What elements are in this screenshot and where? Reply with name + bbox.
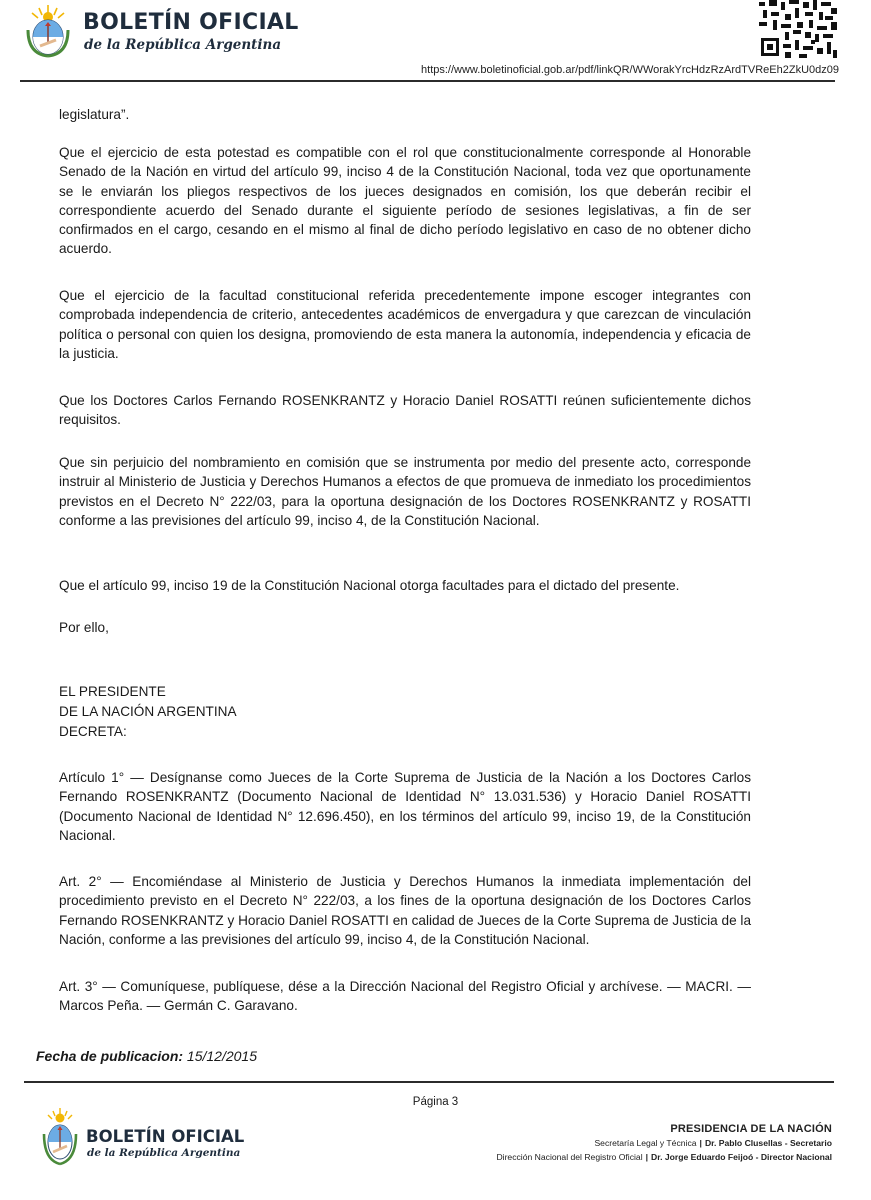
page-number: Página 3 — [412, 1096, 459, 1108]
paragraph: legislatura”. — [59, 107, 130, 122]
coat-of-arms-icon — [38, 1106, 82, 1168]
footer-presidency: PRESIDENCIA DE LA NACIÓN — [670, 1123, 832, 1135]
paragraph: Que el ejercicio de esta potestad es compatible con el rol que constitucionalmente corresponde al Honorable Senado de la Nación en virtud del artículo 99, inciso 4 de la Constitución Nacional, toda vez que oportunamente se le enviarán los pliegos respectivos de los jueces designados en comisión, los que deberán recibir el correspondiente acuerdo del Senado durante el siguiente período de sesiones legislativas, a fin de ser confirmados en el cargo, cesando en el mismo al final de dicho período legislativo en caso de no obtener dicho acuerdo. — [59, 145, 751, 257]
footer-secretaria-line — [594, 1138, 832, 1148]
paragraph: Que los Doctores Carlos Fernando ROSENKRANTZ y Horacio Daniel ROSATTI reúnen suficientemente dichos requisitos. — [59, 393, 751, 428]
decree-heading-line: EL PRESIDENTE — [59, 684, 166, 699]
article-1: Artículo 1° — Desígnanse como Jueces de la Corte Suprema de Justicia de la Nación a los Doctores Carlos Fernando ROSENKRANTZ (Documento Nacional de Identidad N° 13.031.536) y Horacio Daniel ROSATTI (Documento Nacional de Identidad N° 12.696.450), en los términos del artículo 99, inciso 19, de la Constitución Nacional. — [59, 770, 751, 843]
footer-direccion: Dirección Nacional del Registro Oficial — [496, 1152, 643, 1162]
coat-of-arms-icon — [20, 2, 76, 60]
footer-secretaria: Secretaría Legal y Técnica — [594, 1138, 697, 1148]
footer-direccion-line — [496, 1152, 832, 1162]
document-url-link[interactable]: https://www.boletinoficial.gob.ar/pdf/linkQR/WWorakYrcHdzRzArdTVReEh2ZkU0dz09 — [421, 64, 839, 76]
header-divider — [20, 80, 835, 82]
footer-separator: | — [645, 1152, 649, 1162]
footer-separator: | — [699, 1138, 702, 1148]
paragraph: Que sin perjuicio del nombramiento en comisión que se instrumenta por medio del presente acto, corresponde instruir al Ministerio de Justicia y Derechos Humanos a efectos de que promueva de inmediato los procedimientos previstos en el Decreto N° 222/03, para la oportuna designación de los Doctores ROSENKRANTZ y ROSATTI conforme a las previsiones del artículo 99, inciso 4, de la Constitución Nacional. — [59, 455, 751, 528]
masthead-subtitle: de la República Argentina — [84, 37, 282, 53]
footer-masthead-subtitle: de la República Argentina — [87, 1147, 241, 1159]
footer-divider — [24, 1081, 834, 1083]
paragraph: Que el ejercicio de la facultad constitucional referida precedentemente impone escoger integrantes con comprobada independencia de criterio, antecedentes académicos de envergadura y que carezcan de vinculación política o personal con quien los designa, promoviendo de esta manera la autonomía, independencia y eficacia de la justicia. — [59, 288, 751, 361]
qr-code-icon[interactable] — [759, 0, 837, 58]
article-3: Art. 3° — Comuníquese, publíquese, dése a la Dirección Nacional del Registro Oficial y archívese. — MACRI. — Marcos Peña. — Germán C. Garavano. — [59, 979, 751, 1014]
publication-date — [36, 1048, 257, 1064]
footer-director: Dr. Jorge Eduardo Feijoó - Director Nacional — [651, 1152, 832, 1162]
publication-date-label: Fecha de publicacion: — [36, 1048, 184, 1064]
paragraph: Que el artículo 99, inciso 19 de la Constitución Nacional otorga facultades para el dictado del presente. — [59, 578, 680, 593]
footer-secretario: Dr. Pablo Clusellas - Secretario — [704, 1138, 832, 1148]
publication-date-value: 15/12/2015 — [186, 1048, 257, 1064]
decree-heading-line: DE LA NACIÓN ARGENTINA — [59, 704, 237, 719]
decree-heading-line: DECRETA: — [59, 724, 127, 739]
footer-masthead-title: BOLETÍN OFICIAL — [86, 1127, 245, 1146]
paragraph: Por ello, — [59, 620, 109, 635]
article-2: Art. 2° — Encomiéndase al Ministerio de Justicia y Derechos Humanos la inmediata implementación del procedimiento previsto en el Decreto N° 222/03, a los fines de la oportuna designación de los Doctores Carlos Fernando ROSENKRANTZ y Horacio Daniel ROSATTI en calidad de Jueces de la Corte Suprema de Justicia de la Nación, conforme a las previsiones del artículo 99, inciso 4, de la Constitución Nacional. — [59, 874, 751, 947]
masthead-title: BOLETÍN OFICIAL — [83, 10, 299, 35]
